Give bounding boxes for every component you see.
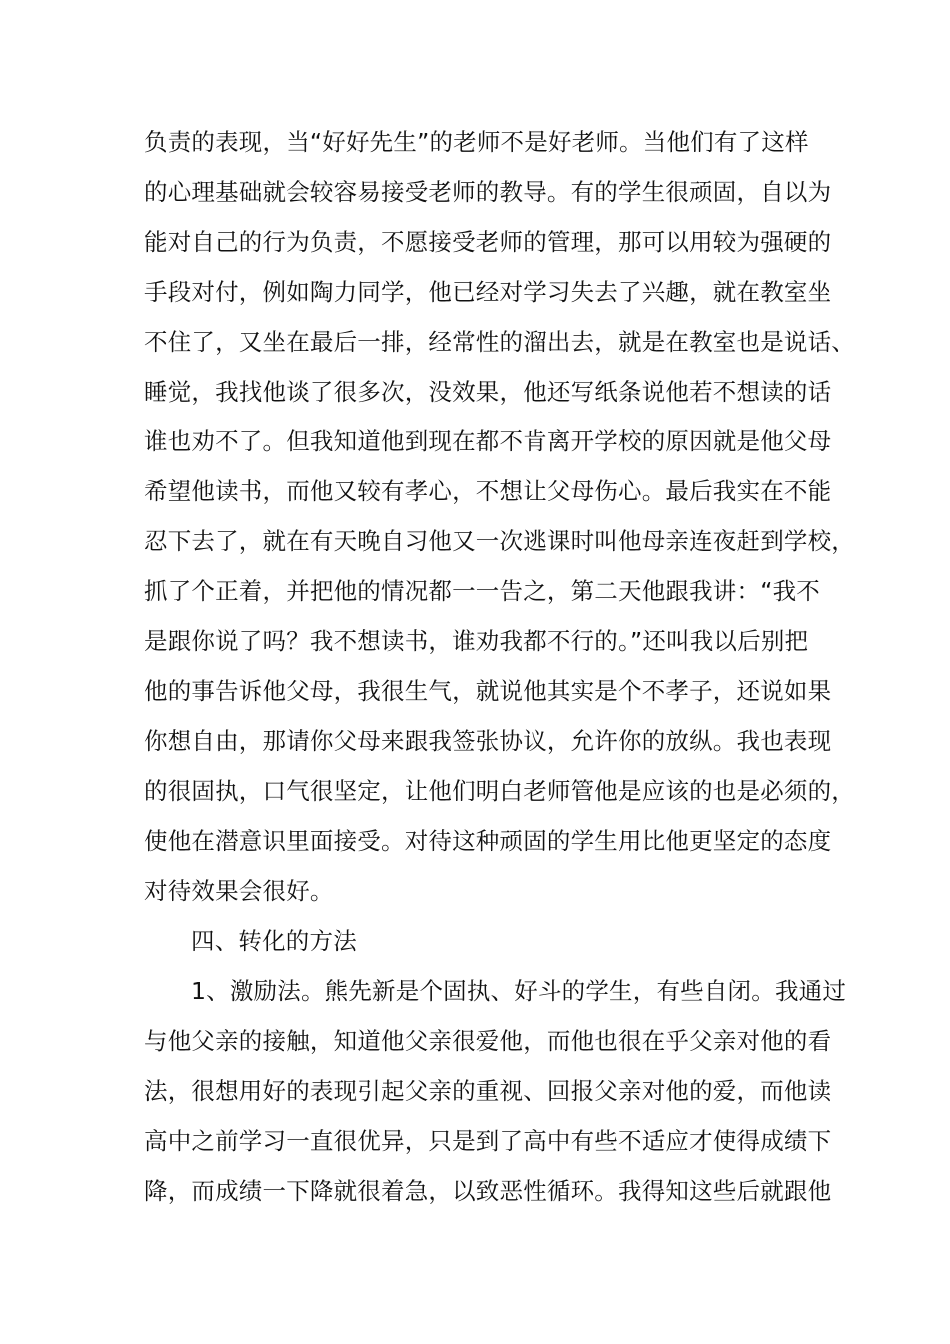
text-line: 对待效果会很好。 xyxy=(144,877,334,905)
text-line: 希望他读书，而他又较有孝心，不想让父母伤心。最后我实在不能 xyxy=(144,477,832,505)
text-line: 忍下去了，就在有天晚自习他又一次逃课时叫他母亲连夜赶到学校， xyxy=(144,527,855,555)
text-line: 不住了，又坐在最后一排，经常性的溜出去，就是在教室也是说话、 xyxy=(144,328,855,356)
text-line: 能对自己的行为负责，不愿接受老师的管理，那可以用较为强硬的 xyxy=(144,228,832,256)
section-heading: 四、转化的方法 xyxy=(191,927,357,955)
text-line: 与他父亲的接触，知道他父亲很爱他，而他也很在乎父亲对他的看 xyxy=(144,1027,832,1055)
text-line: 他的事告诉他父母，我很生气，就说他其实是个不孝子，还说如果 xyxy=(144,677,832,705)
text-line: 法，很想用好的表现引起父亲的重视、回报父亲对他的爱，而他读 xyxy=(144,1077,832,1105)
text-line: 是跟你说了吗？我不想读书，谁劝我都不行的。”还叫我以后别把 xyxy=(144,627,809,655)
text-line: 睡觉，我找他谈了很多次，没效果，他还写纸条说他若不想读的话 xyxy=(144,378,832,406)
text-line: 你想自由，那请你父母来跟我签张协议，允许你的放纵。我也表现 xyxy=(144,727,832,755)
text-line: 的很固执，口气很坚定，让他们明白老师管他是应该的也是必须的， xyxy=(144,777,855,805)
text-line: 高中之前学习一直很优异，只是到了高中有些不适应才使得成绩下 xyxy=(144,1127,832,1155)
text-line: 降，而成绩一下降就很着急，以致恶性循环。我得知这些后就跟他 xyxy=(144,1177,832,1205)
text-line: 负责的表现，当“好好先生”的老师不是好老师。当他们有了这样 xyxy=(144,128,809,156)
text-line: 谁也劝不了。但我知道他到现在都不肯离开学校的原因就是他父母 xyxy=(144,427,832,455)
text-line: 抓了个正着，并把他的情况都一一告之，第二天他跟我讲：“我不 xyxy=(144,577,820,605)
text-line: 手段对付，例如陶力同学，他已经对学习失去了兴趣，就在教室坐 xyxy=(144,278,832,306)
text-line: 的心理基础就会较容易接受老师的教导。有的学生很顽固，自以为 xyxy=(144,178,832,206)
text-line: 1、激励法。熊先新是个固执、好斗的学生，有些自闭。我通过 xyxy=(191,977,847,1005)
text-line: 使他在潜意识里面接受。对待这种顽固的学生用比他更坚定的态度 xyxy=(144,827,832,855)
